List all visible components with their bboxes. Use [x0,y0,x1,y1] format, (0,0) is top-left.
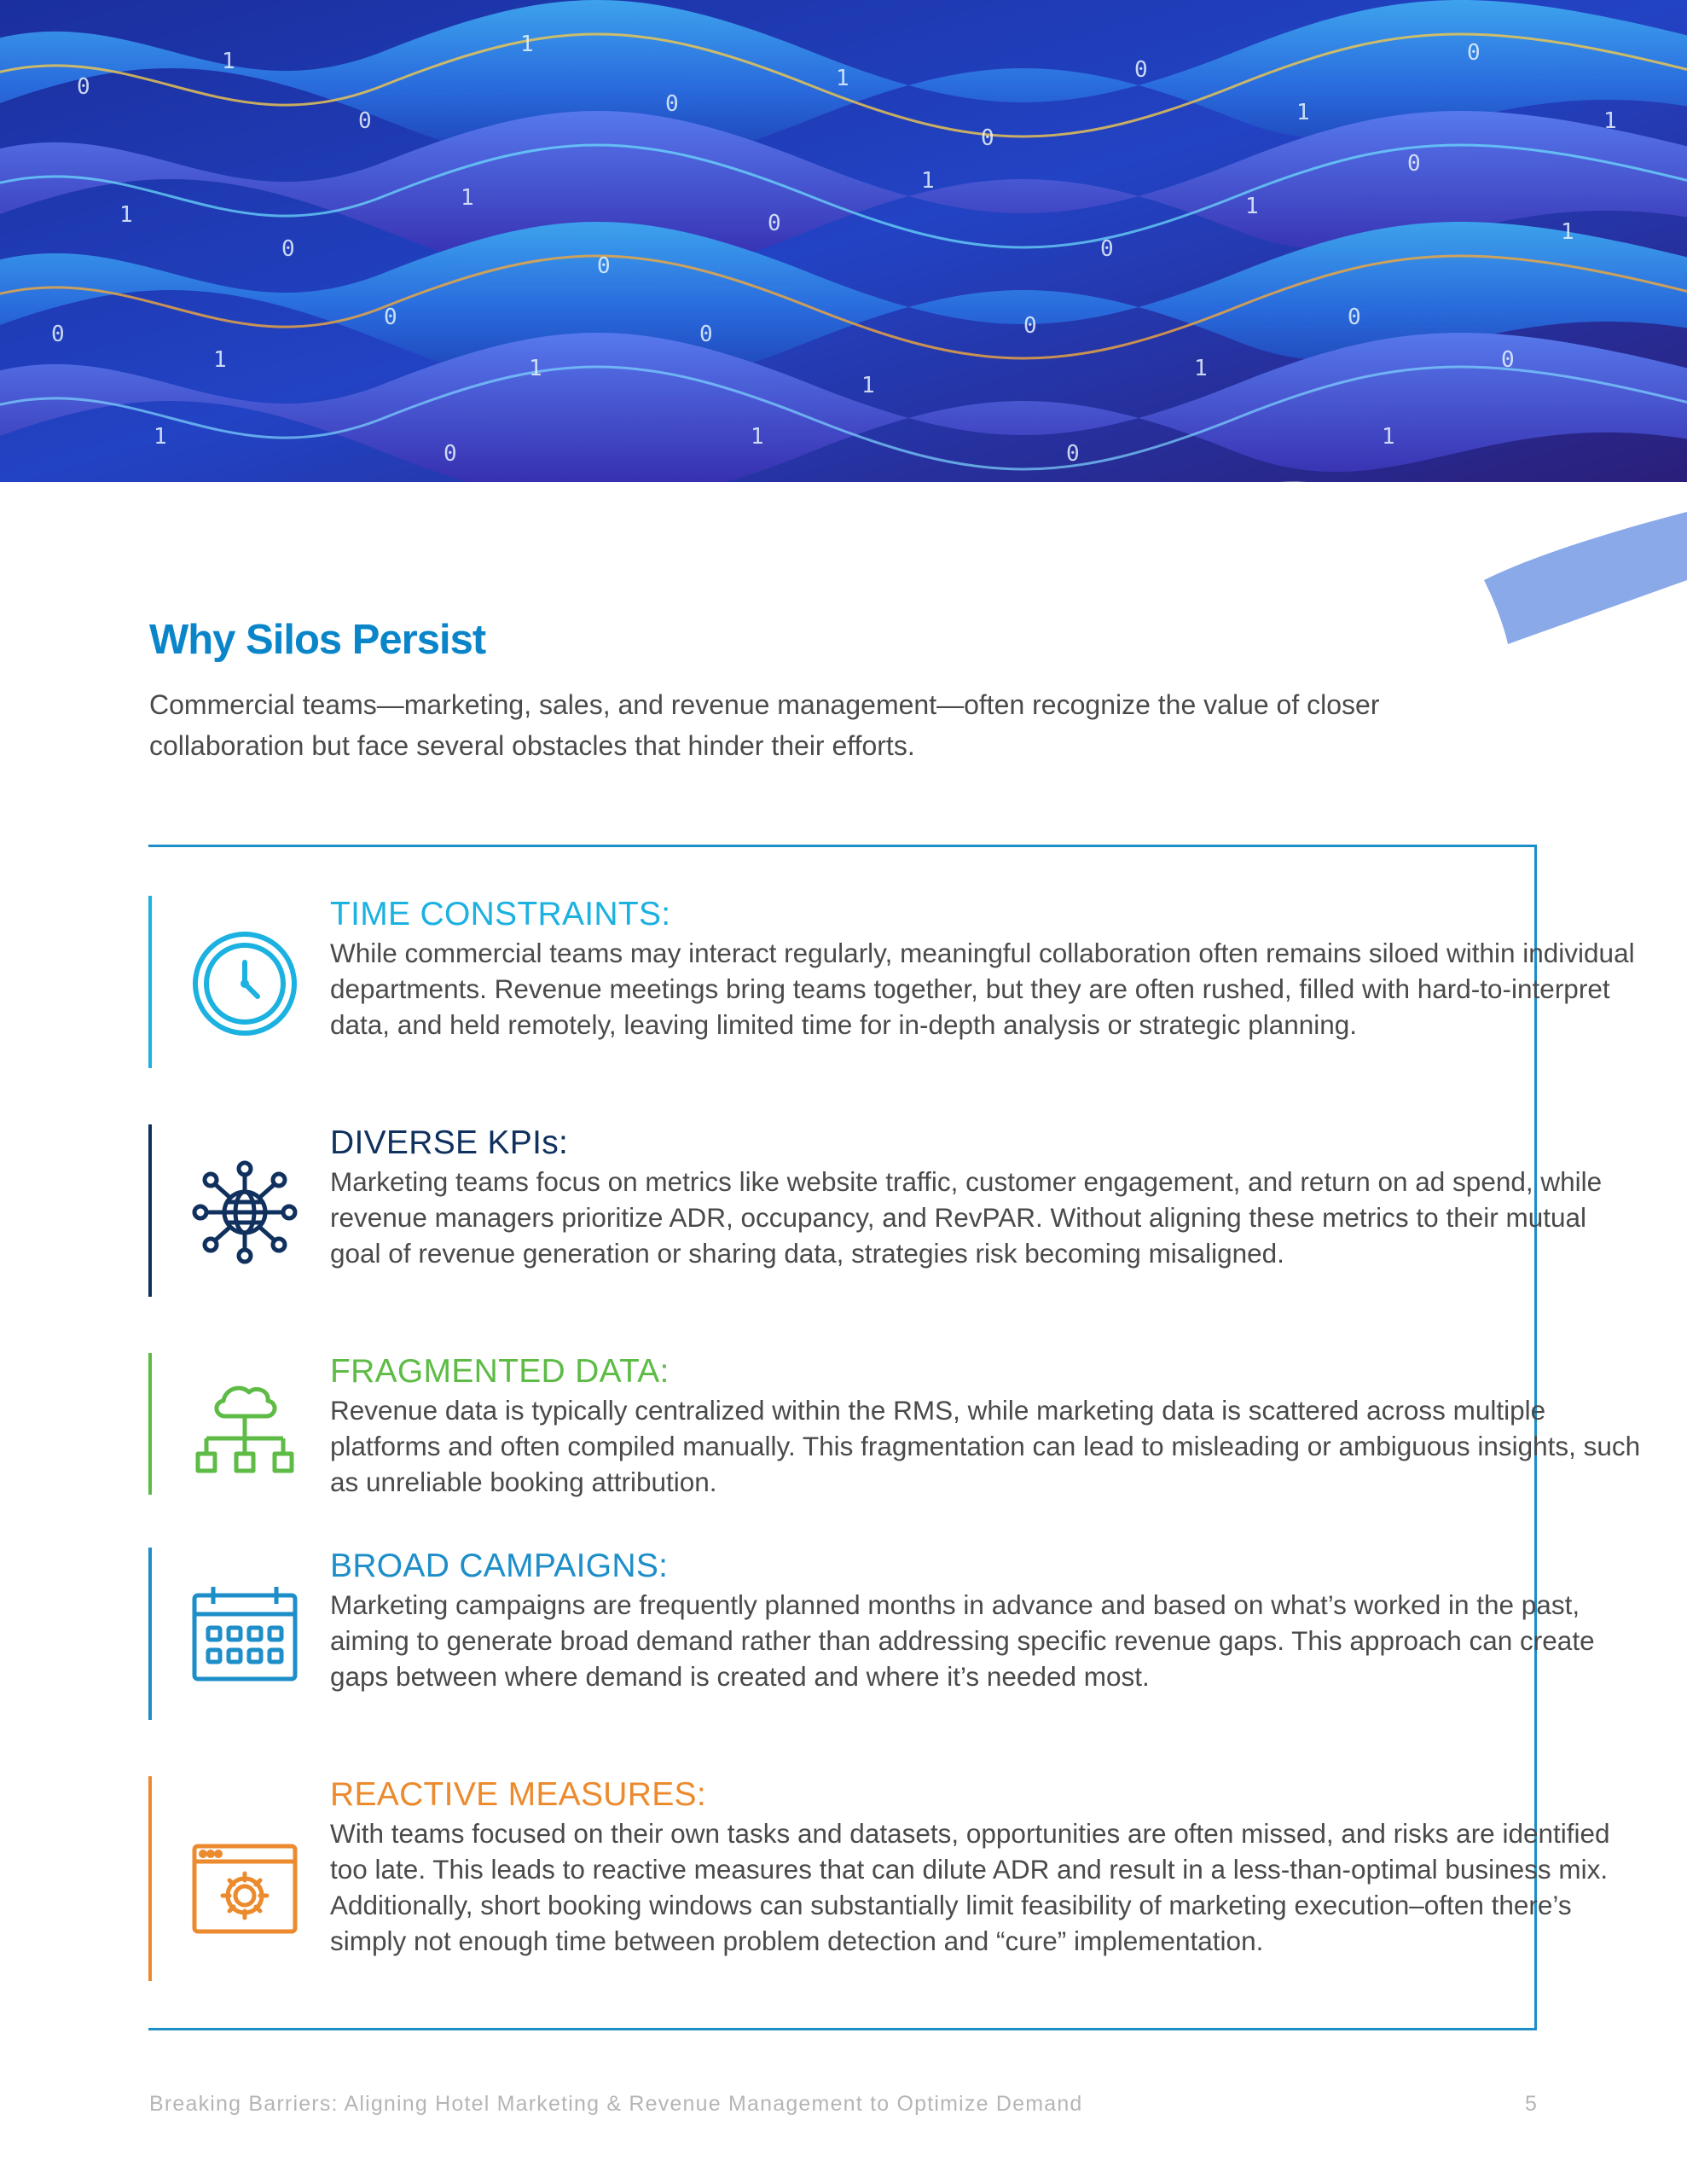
svg-text:0: 0 [768,211,781,236]
svg-text:0: 0 [665,91,679,117]
digital-waves-illustration [0,0,1687,648]
calendar-icon [189,1580,300,1691]
svg-text:0: 0 [699,322,713,347]
svg-text:1: 1 [461,185,474,211]
svg-text:0: 0 [1407,151,1421,177]
accent-bar [148,1548,152,1720]
browser-gear-icon [189,1834,300,1945]
obstacle-item-diverse-kpis [148,1124,1603,1297]
svg-text:1: 1 [1194,356,1208,381]
item-body: While commercial teams may interact regularly, meaningful collaboration often remains siloed within individual departments. Revenue meetings bring teams together, but they are often rushed, filled with hard-to-interpret data, and held remotely, leaving limited time for in-depth analysis or strategic planning. [330,938,1635,1040]
svg-text:0: 0 [597,253,611,279]
svg-text:1: 1 [222,49,235,74]
svg-text:1: 1 [520,32,534,57]
svg-text:0: 0 [443,441,457,467]
svg-text:1: 1 [1382,424,1395,450]
svg-text:1: 1 [154,424,167,450]
svg-text:1: 1 [921,168,935,194]
intro-paragraph: Commercial teams—marketing, sales, and revenue management—often recognize the value of closer collaboration but face several obstacles that hinder their efforts. [149,689,1380,761]
page-number: 5 [1525,2092,1537,2116]
item-title: FRAGMENTED DATA: [330,1353,670,1390]
item-body: With teams focused on their own tasks and datasets, opportunities are often missed, and risks are identified too late. This leads to reactive measures that can dilute ADR and result in a less-than-optimal business mix. Additionally, short booking windows can substantially limit feasibility of marketing execution–often there’s simply not enough time between problem detection and “cure” implementation. [330,1818,1610,1956]
clock-icon [189,928,300,1039]
svg-text:0: 0 [981,125,994,151]
svg-text:0: 0 [1066,441,1080,467]
svg-text:0: 0 [77,74,90,100]
svg-text:0: 0 [1501,347,1515,373]
accent-bar [148,1776,152,1981]
item-title: REACTIVE MEASURES: [330,1776,706,1813]
cloud-hierarchy-icon [189,1372,300,1483]
obstacle-item-time-constraints [148,896,1635,1066]
section-heading: Why Silos Persist [149,617,486,663]
svg-text:1: 1 [1603,108,1617,134]
item-body: Marketing campaigns are frequently planned months in advance and based on what’s worked in the past, aiming to generate broad demand rather than addressing specific revenue gaps. This approach can create gaps between where demand is created and where it’s needed most. [330,1589,1595,1692]
accent-bar [148,1353,152,1495]
svg-text:1: 1 [836,66,849,91]
item-body: Revenue data is typically centralized within the RMS, while marketing data is scattered across multiple platforms and often compiled manually. This fragmentation can lead to misleading or ambiguous insights, such as unreliable booking attribution. [330,1395,1641,1497]
item-title: TIME CONSTRAINTS: [330,896,671,932]
svg-text:0: 0 [384,305,397,330]
svg-text:0: 0 [281,236,295,262]
svg-text:0: 0 [358,108,372,134]
network-globe-icon [189,1157,300,1268]
svg-text:0: 0 [1023,313,1037,339]
svg-text:1: 1 [1561,219,1574,245]
accent-bar [148,1124,152,1297]
svg-text:0: 0 [1467,40,1481,66]
svg-text:0: 0 [1100,236,1114,262]
svg-text:1: 1 [119,202,133,228]
item-body: Marketing teams focus on metrics like website traffic, customer engagement, and return on ad spend, while revenue managers prioritize ADR, occupancy, and RevPAR. Without aligning these metrics to their mutual goal of revenue generation or sharing data, strategies risk becoming misaligned. [330,1166,1603,1269]
svg-text:1: 1 [1245,194,1259,219]
svg-text:0: 0 [51,322,65,347]
footer-document-title: Breaking Barriers: Aligning Hotel Marketing & Revenue Management to Optimize Demand [149,2092,1083,2116]
svg-text:1: 1 [751,424,764,450]
item-title: BROAD CAMPAIGNS: [330,1548,669,1584]
svg-text:1: 1 [529,356,542,381]
svg-text:0: 0 [1134,57,1148,83]
accent-bar [148,896,152,1068]
svg-text:1: 1 [861,373,875,398]
svg-text:1: 1 [1296,100,1310,125]
obstacle-item-fragmented-data [148,1353,1641,1497]
hero-image [0,0,1687,648]
obstacle-item-reactive-measures [148,1776,1610,1981]
obstacle-item-broad-campaigns [148,1548,1595,1720]
svg-text:0: 0 [1348,305,1361,330]
item-title: DIVERSE KPIs: [330,1124,569,1161]
svg-text:1: 1 [213,347,227,373]
